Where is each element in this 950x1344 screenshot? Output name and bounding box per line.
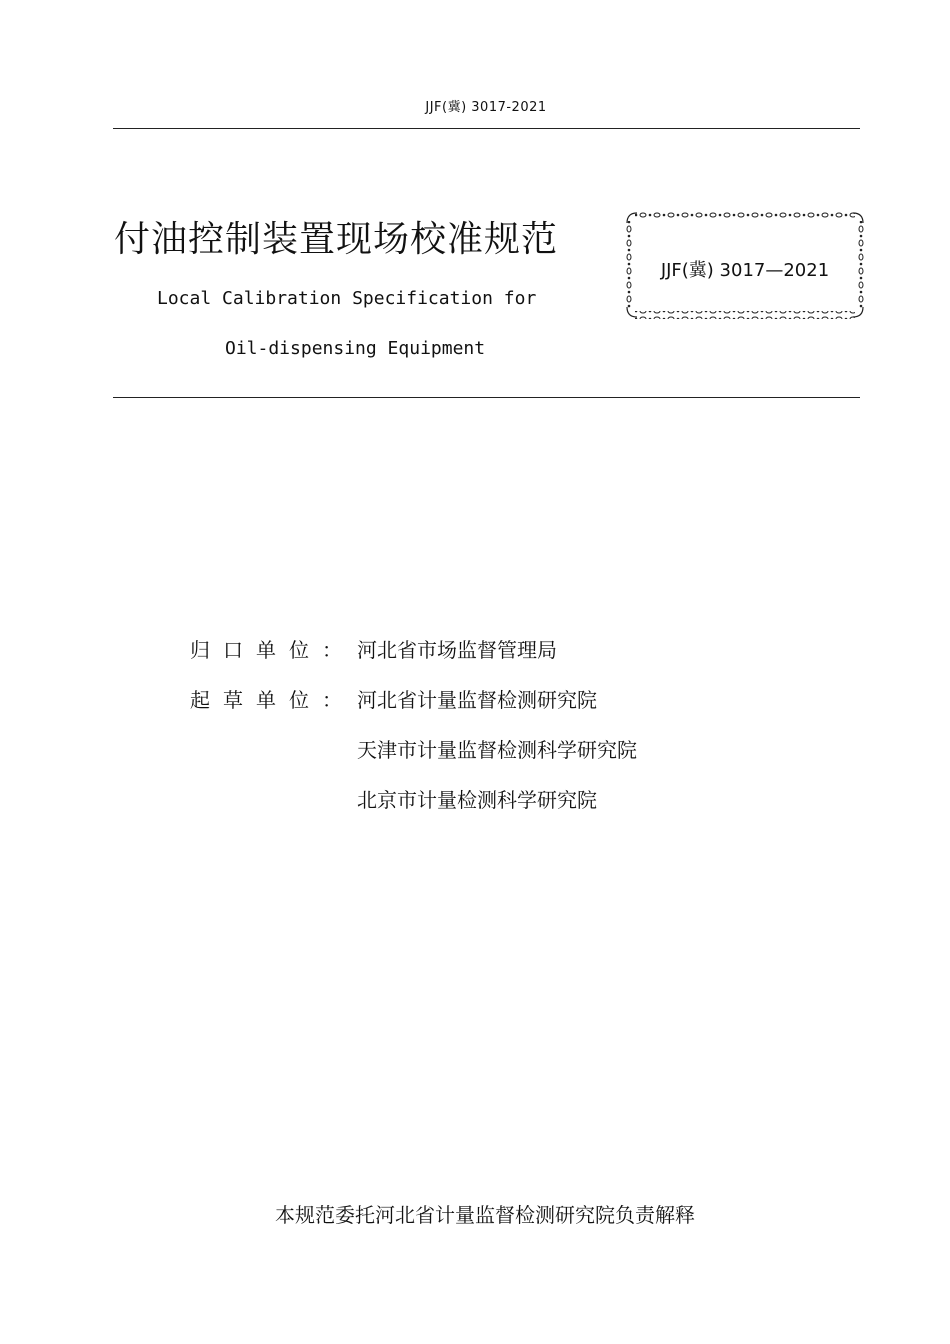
drafting-unit-row <box>190 684 597 713</box>
responsible-unit-row <box>190 634 557 663</box>
standard-code-box <box>625 211 865 319</box>
title-english-line-1: Local Calibration Specification for <box>157 288 537 309</box>
header-standard-code: JJF(冀) 3017-2021 <box>425 100 547 115</box>
drafting-unit-2: 天津市计量监督检测科学研究院 <box>357 738 637 762</box>
title-english-line-2: Oil-dispensing Equipment <box>225 338 486 359</box>
responsible-unit-value: 河北省市场监督管理局 <box>357 638 557 662</box>
drafting-unit-1: 河北省计量监督检测研究院 <box>357 688 597 712</box>
standard-code-box-text: JJF(冀) 3017—2021 <box>660 260 830 281</box>
drafting-unit-label: 起草单位： <box>190 688 355 712</box>
title-section-rule <box>113 397 860 398</box>
title-chinese: 付油控制装置现场校准规范 <box>114 219 559 260</box>
responsible-unit-label: 归口单位： <box>190 638 355 662</box>
header-rule <box>113 128 860 129</box>
drafting-unit-3: 北京市计量检测科学研究院 <box>357 788 597 812</box>
interpretation-note: 本规范委托河北省计量监督检测研究院负责解释 <box>275 1203 695 1227</box>
